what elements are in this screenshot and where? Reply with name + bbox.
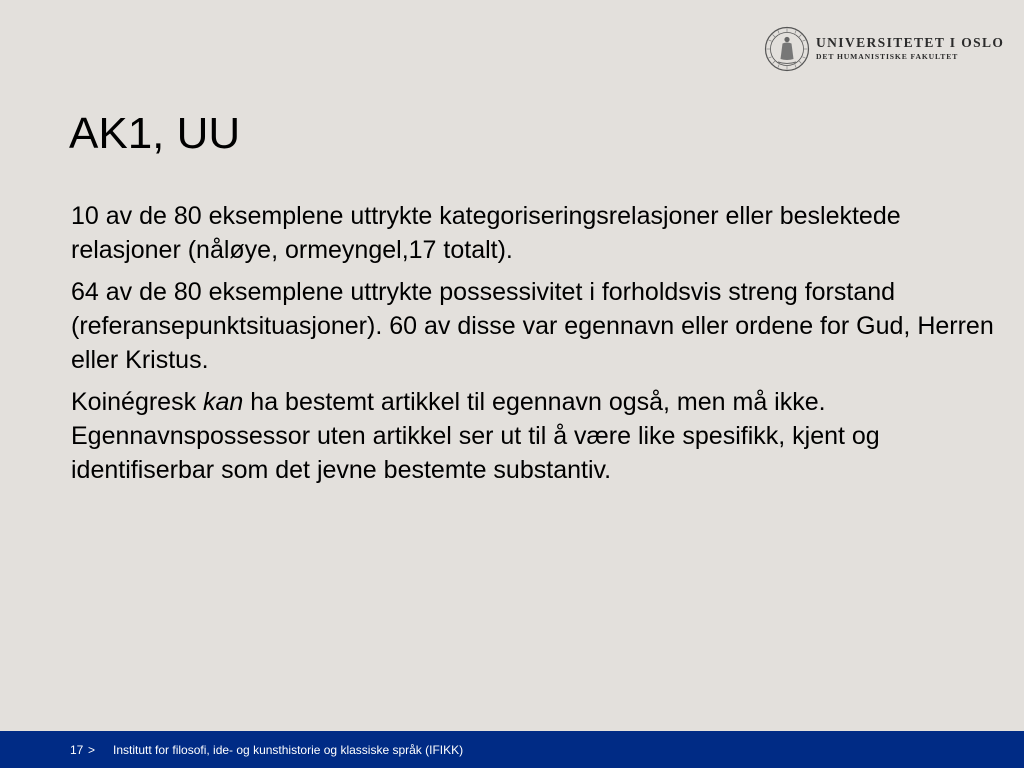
- paragraph-possessivity: 64 av de 80 eksemplene uttrykte possessivitet i forholdsvis streng forstand (referansepunktsituasjoner). 60 av disse var egennavn eller ordene for Gud, Herren eller Kristus.: [71, 278, 994, 374]
- university-name: UNIVERSITETET I OSLO: [816, 35, 1005, 50]
- paragraph-text-end: ha bestemt artikkel til egennavn også, men må ikke. Egennavnspossessor uten artikkel ser ut til å være like spesifikk, kjent og identifiserbar som det jevne bestemte substantiv.: [71, 388, 880, 484]
- paragraph-koine-greek: [71, 385, 996, 487]
- institute-name: Institutt for filosofi, ide- og kunsthistorie og klassiske språk (IFIKK): [113, 743, 464, 757]
- university-logo: [764, 26, 1004, 76]
- paragraph-text-start: Koinégresk: [71, 388, 204, 416]
- slide-title: AK1, UU: [69, 109, 241, 158]
- page-number: 17: [70, 743, 84, 757]
- logo-wordmark: [816, 35, 1004, 63]
- university-seal-icon: [764, 26, 810, 72]
- emphasis-kan: kan: [203, 388, 244, 416]
- footer-bar: [0, 731, 1024, 768]
- faculty-name: DET HUMANISTISKE FAKULTET: [816, 52, 959, 61]
- page-separator: >: [88, 743, 96, 757]
- paragraph-categorization: 10 av de 80 eksemplene uttrykte kategoriseringsrelasjoner eller beslektede relasjoner (nåløye, ormeyngel,17 totalt).: [71, 202, 901, 264]
- slide-body: [71, 199, 996, 495]
